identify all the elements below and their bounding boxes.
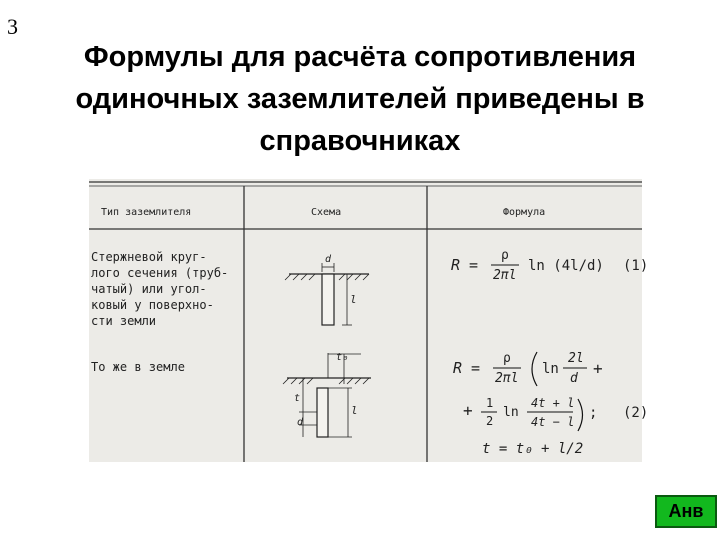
formula2-t-definition: t = t₀ + l/2 [482,441,584,457]
row1-type [91,250,228,328]
scheme2-label-t0: t₀ [336,352,349,363]
row1-type-line: ковый у поверхно- [91,298,214,312]
header-type: Тип заземлителя [101,207,192,218]
scheme1-label-l: l [350,293,357,306]
slide-title: Формулы для расчёта сопротивления одиночных заземлителей приведены в справочниках [75,41,645,157]
formula2-lhs: R = [453,359,481,377]
row1-type-line: лого сечения (труб- [91,266,229,280]
row2-type-line: То же в земле [91,360,185,374]
scheme1-label-d: d [325,254,332,265]
reference-table-scan [89,179,649,462]
formula2-ln2: ln [503,405,519,420]
formula2-plus2: + [463,401,473,420]
formula1-lhs: R = [451,256,479,274]
formula2-number: (2) [623,405,649,421]
formula1-rest: ln (4l/d) [528,258,604,274]
nav-button[interactable]: Анв [655,495,717,528]
scheme2-label-t: t [294,393,301,404]
scheme2-label-l: l [351,404,358,417]
formula2-frac2-den: 4t − l [531,415,575,429]
formula2-num: ρ [503,351,511,366]
reference-table [89,179,649,462]
formula1-number: (1) [623,258,649,274]
scheme2-label-d: d [297,417,304,428]
formula-2 [453,351,648,457]
slide-number: 3 [7,14,18,39]
formula2-frac1-den: d [570,371,578,386]
row1-type-line: Стержневой круг- [91,250,207,264]
formula2-half-num: 1 [486,396,494,410]
formula2-den: 2πl [495,371,519,386]
formula2-ln1: ln [542,361,559,377]
row1-type-line: сти земли [91,314,157,328]
header-formula: Формула [503,207,546,218]
formula2-frac2-num: 4t + l [531,396,575,410]
formula1-den: 2πl [493,268,517,283]
formula2-semicolon: ; [589,405,598,421]
formula-1 [451,248,648,283]
formula2-plus: + [593,359,603,378]
row2-type [91,360,185,374]
formula1-num: ρ [501,248,509,263]
formula2-half-den: 2 [486,414,494,428]
row1-type-line: чатый) или угол- [91,282,207,296]
header-scheme: Схема [311,207,342,218]
formula2-frac1-num: 2l [568,351,584,366]
